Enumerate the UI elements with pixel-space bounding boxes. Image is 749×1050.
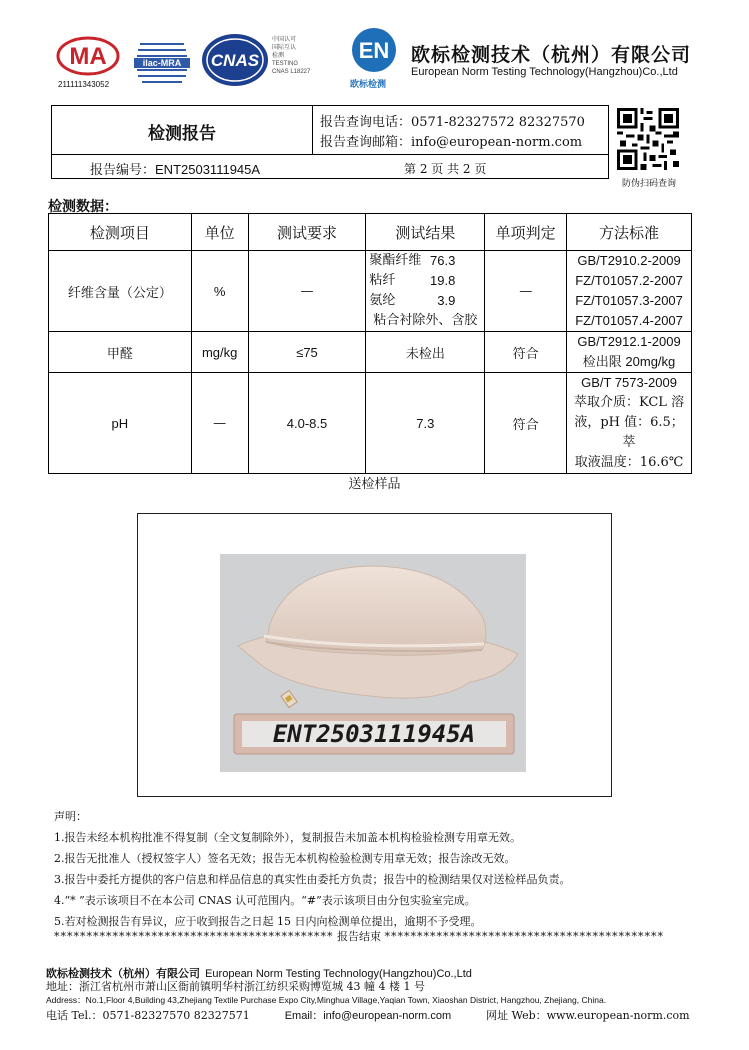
report-title: 检测报告 (148, 124, 216, 144)
sample-caption: 送检样品 (348, 477, 401, 492)
company-name-cn: 欧标检测技术（杭州）有限公司 (411, 44, 692, 66)
report-end-line: ******************************************* 报告结束 ******************************************* (54, 930, 664, 943)
cnas-side-text: 中国认可 国际互认 检测 TESTING CNAS L18227 (272, 37, 311, 75)
header-cell: 测试要求 (248, 214, 366, 251)
sample-photo (220, 554, 526, 772)
qr-code[interactable] (617, 108, 679, 174)
ilac-text: ilac-MRA (142, 58, 182, 68)
qr-caption: 防伪扫码查询 (622, 179, 677, 189)
judgement-cell: 符合 (485, 332, 567, 373)
requirement-cell: 4.0-8.5 (248, 373, 366, 474)
table-row (49, 251, 692, 332)
cma-logo-text: MA (69, 43, 107, 70)
footer-company-cn: 欧标检测技术（杭州）有限公司 (46, 967, 200, 980)
table-row (49, 332, 692, 373)
result-cell: 7.3 (366, 373, 485, 474)
note-item: 5.若对检测报告有异议，应于收到报告之日起 15 日内向检测单位提出，逾期不予受理。 (54, 915, 482, 928)
header-cell: 方法标准 (567, 214, 692, 251)
footer-contact (46, 1007, 696, 1023)
header-cell: 单项判定 (485, 214, 567, 251)
report-email: 报告查询邮箱：info@european-norm.com (320, 135, 583, 150)
footer-address-en: Address：No.1,Floor 4,Building 43,Zhejiang Textile Purchase Expo City,Minghua Village,Yaqian Town, Xiaoshan District, Hangzhou, Zhejiang, China. (46, 995, 607, 1005)
note-item: 3.报告中委托方提供的客户信息和样品信息的真实性由委托方负责；报告中的检测结果仅对送检样品负责。 (54, 873, 571, 886)
sample-label-text: ENT2503111945A (272, 720, 476, 748)
cnas-logo-text: CNAS (210, 51, 260, 70)
unit-cell: — (191, 373, 248, 474)
fiber-result: 聚酯纤维 76.3 (369, 253, 456, 268)
note-item: 1.报告未经本机构批准不得复制（全文复制除外），复制报告未加盖本机构检验检测专用章无效。 (54, 831, 521, 844)
en-logo-text: EN (358, 38, 390, 63)
result-note: 粘合衬除外、含胶 (373, 313, 478, 328)
judgement-cell: — (485, 251, 567, 332)
header-cell: 单位 (191, 214, 248, 251)
fiber-result: 粘纤 19.8 (369, 273, 456, 288)
note-item: 4.“* ”表示该项目不在本公司 CNAS 认可范围内。“#”表示该项目由分包实验室完成。 (54, 894, 476, 907)
sample-photo-frame (137, 513, 612, 797)
unit-cell: % (191, 251, 248, 332)
page-info: 第 2 页 共 2 页 (404, 162, 487, 176)
result-cell: 未检出 (366, 332, 485, 373)
item-cell: 纤维含量（公定） (49, 251, 192, 332)
report-number: 报告编号：ENT2503111945A (90, 162, 261, 178)
table-row (49, 373, 692, 474)
notes (54, 806, 571, 932)
method-cell: GB/T2910.2-2009 FZ/T01057.2-2007 FZ/T01057.3-2007 FZ/T01057.4-2007 (567, 251, 692, 332)
ilac-mra-logo (132, 30, 192, 94)
footer-company-en: European Norm Testing Technology(Hangzhou)Co.,Ltd (205, 968, 472, 980)
fiber-result: 氨纶 3.9 (369, 293, 456, 308)
note-item: 2.报告无批准人（授权签字人）签名无效；报告无本机构检验检测专用章无效；报告涂改无效。 (54, 852, 516, 865)
item-cell: pH (49, 373, 192, 474)
method-cell: GB/T 7573-2009 萃取介质：KCL 溶 液，pH 值：6.5；萃 取液温度：16.6℃ (567, 373, 692, 474)
footer-address-cn: 地址：浙江省杭州市萧山区衙前镇明华村浙江纺织采购博览城 43 幢 4 楼 1 号 (46, 980, 425, 993)
item-cell: 甲醛 (49, 332, 192, 373)
test-data-table (48, 213, 692, 474)
footer-website[interactable]: 网址 Web：www.european-norm.com (486, 1009, 690, 1022)
cnas-logo (200, 32, 270, 92)
footer-email[interactable]: Email：info@european-norm.com (284, 1010, 452, 1022)
report-phone: 报告查询电话：0571-82327572 82327570 (320, 115, 585, 130)
en-logo (350, 26, 398, 78)
report-header-box (51, 105, 609, 179)
cma-number: 211111343052 (58, 80, 110, 89)
unit-cell: mg/kg (191, 332, 248, 373)
en-logo-caption: 欧标检测 (350, 79, 387, 89)
cma-logo (56, 36, 120, 80)
requirement-cell: — (248, 251, 366, 332)
requirement-cell: ≤75 (248, 332, 366, 373)
bucket-hat-image (220, 554, 526, 772)
notes-title: 声明： (54, 810, 87, 823)
judgement-cell: 符合 (485, 373, 567, 474)
result-cell (366, 251, 485, 332)
report-end-text: 报告结束 (337, 930, 381, 943)
section-title: 检测数据： (48, 199, 118, 215)
header-cell: 检测项目 (49, 214, 192, 251)
table-header-row (49, 214, 692, 251)
company-name-en: European Norm Testing Technology(Hangzhou)Co.,Ltd (411, 66, 678, 78)
method-cell: GB/T2912.1-2009 检出限 20mg/kg (567, 332, 692, 373)
header-cell: 测试结果 (366, 214, 485, 251)
footer-phone: 电话 Tel.：0571-82327570 82327571 (46, 1009, 250, 1022)
